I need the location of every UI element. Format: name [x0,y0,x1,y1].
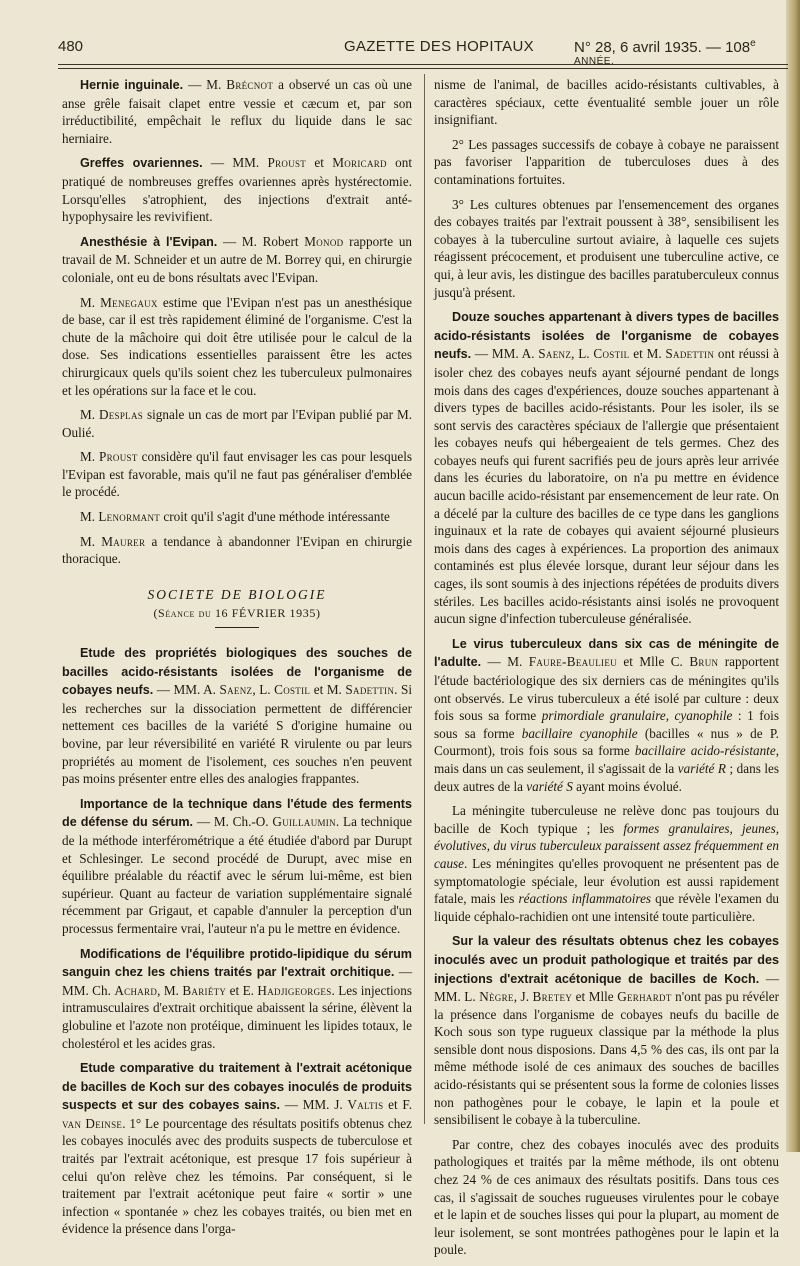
article-title: Importance de la technique dans l'étude des ferments de défense du sérum. [62,796,412,830]
paragraph-final: Par contre, chez des cobayes inoculés avec des produits pathologiques et traités par la même méthode, ils ont obtenu chez 24 % de ces animaux des résultats positifs. Dans tous ces cas, il s'agissait de souches rugueuses virulentes pour le cobaye et le lapin et de souches lisses qui pour la plupart, au moment de leur isolement, se sont montrées pathogènes pour le lapin et la poule. [434,1136,779,1258]
author: Lenormant [98,509,161,525]
discussion-desplas: M. Desplas signale un cas de mort par l'Evipan publié par M. Oulié. [62,407,412,440]
section-rule [215,627,259,628]
discussion-lenormant: M. Lenormant croit qu'il s'agit d'une méthode intéressante [80,509,390,525]
author: van Deinse [62,1115,123,1131]
author: Achard [114,982,158,998]
author: Gerhardt [617,989,672,1005]
article-evipan: Anesthésie à l'Evipan. — M. Robert Monod rapporte un travail de M. Schneider et un autre de M. Borrey qui, en chirurgie coloniale, ont eu de bons résultats avec l'Evipan. [62,233,413,285]
author: Desplas [98,407,144,423]
continued-paragraph: nisme de l'animal, de bacilles acido-résistants cultivables, à caractères spéciaux, cette éventualité semble jouer un rôle insignifiant. [434,77,779,128]
author: Bretey [532,989,573,1005]
running-header [58,38,788,67]
author: Faure-Beaulieu [528,654,617,670]
article-title: Greffes ovariennes. [80,156,203,171]
author: Sadettin [345,682,395,698]
article-ferments: Importance de la technique dans l'étude des ferments de défense du sérum. — M. Ch.-O. Guillaumin. La technique de la méthode interférométrique a été étudiée d'abord par Durupt et Schlesinger. Le second procédé de Durupt, avec mise en équilibre préalable du réactif avec le sérum lui-même, est bien supérieur. Quant au facteur de variation supplémentaire signalé récemment par Grigaut, et capable d'annuler la perception d'un processus fermentaire vrai, l'auteur n'a pu le mettre en évidence. [62,796,412,936]
article-title: Etude des propriétés biologiques des souches de bacilles acido-résistants isolées de l'organisme de cobayes neufs. [62,646,412,698]
issue-suffix: e ANNÉE. [574,38,757,67]
article-souches: Etude des propriétés biologiques des souches de bacilles acido-résistants isolées de l'organisme de cobayes neufs. — MM. A. Saenz, L. Costil et M. Sadettin. Si les recherches sur la dissociation permettent de différencier nettement ces bacilles de la variété S d'origine humaine ou bovine, par leur réversibilité en variété R virulente ou par leurs propriétés au moment de l'isolement, ces souches n'en peuvent pas moins présenter entre elles des analogies frappantes. [62,646,412,787]
journal-name: GAZETTE DES HOPITAUX [344,38,534,55]
author: Saenz [219,682,253,698]
author: Brécnot [226,77,274,92]
author: Costil [274,682,311,698]
session-date: (Séance du 16 FÉVRIER 1935) [153,606,321,621]
article-extrait: Etude comparative du traitement à l'extrait acétonique de bacilles de Koch sur des cobayes inoculés de produits suspects et sur des cobayes sains. — MM. J. Valtis et F. van Deinse. 1° Le pourcentage des résultats positifs obtenus chez les cobayes inoculés avec des produits suspects de tuberculose et traités par l'extrait acétonique, est presque 17 fois supérieur à celui qu'on relève chez les témoins. Par conséquent, si le traitement par l'extrait acétonique peut faire « sortir » une infection « spontanée » chez les cobayes traités, ou bien met en évidence la présence dans l'orga- [62,1061,412,1237]
author: Brun [689,654,719,670]
section-title: SOCIETE DE BIOLOGIE [147,586,327,602]
author: Moricard [332,155,387,171]
article-equilibre: Modifications de l'équilibre protido-lipidique du sérum sanguin chez les chiens traités par l'extrait orchitique. — MM. Ch. Achard, M. Bariéty et E. Hadjigeorges. Les injections intramusculaires d'extrait orchitique abaissent la sérine, élèvent la globuline et l'azote non protéique, diminuent les lipides totaux, le cholestérol et les acides gras. [62,946,413,1051]
article-hernie: Hernie inguinale. — M. Brécnot a observé un cas où une anse grêle faisait clapet entre vessie et cæcum et, par son irréductibilité, empêchait le reflux du liquide dans le sac herniaire. [62,77,412,146]
page-number: 480 [58,38,84,55]
article-title: Anesthésie à l'Evipan. [80,234,218,249]
header-rule-thin [58,68,788,69]
article-title: Hernie inguinale. [80,78,184,92]
article-title: Etude comparative du traitement à l'extrait acétonique de bacilles de Koch sur des cobayes inoculés de produits suspects et sur des cobayes sains. [62,1061,412,1113]
author: Guillaumin [272,814,336,830]
author: Monod [304,233,344,249]
article-title: Sur la valeur des résultats obtenus chez les cobayes inoculés avec un produit pathologique et traités par des injections d'extrait acétonique de bacilles de Koch. [434,934,779,986]
author: Hadjigeorges [257,982,332,998]
left-column [62,76,412,1245]
author: Maurer [101,533,146,549]
author: Bariéty [182,982,227,998]
discussion-maurer: M. Maurer a tendance à abandonner l'Evipan en chirurgie thoracique. [62,533,412,567]
paragraph-3: 3° Les cultures obtenues par l'ensemencement des organes des cobayes traités par l'extrait poussent à 38°, sensibilisent les cobayes à la tuberculine surtout aviaire, à laquelle ces sujets réagissent précocement, et produisent une tuberculine active, ce qui, à leur avis, les distingue des bacilles paratuberculeux connus jusqu'à présent. [434,196,779,300]
article-valeur-resultats: Sur la valeur des résultats obtenus chez les cobayes inoculés avec un produit pathologique et traités par des injections d'extrait acétonique de bacilles de Koch. — MM. L. Nègre, J. Bretey et Mlle Gerhardt n'ont pas pu révéler la présence dans l'organisme de cobayes neufs du bacille de Koch sous son type rugueux classique par la méthode la plus sensible dont nous disposions. Dans 4,5 % des cas, ils ont par la même méthode isolé de ces animaux des souches de bacilles acido-résistants qui se présentent sous la forme de colonies lisses non pathogènes pour le cobaye, le lapin et la poule et sensibilisent le cobaye à la tuberculine. [434,934,779,1128]
author: Menegaux [100,294,158,310]
header-rule [58,64,788,65]
issue-text: N° 28, 6 avril 1935. — 108 [574,39,751,56]
paragraph-2: 2° Les passages successifs de cobaye à cobaye ne paraissent pas favoriser l'apparition de tuberculoses dues à des contaminations fortuites. [434,136,779,187]
column-divider [424,74,425,1124]
article-douze-souches: Douze souches appartenant à divers types de bacilles acido-résistants isolées de l'organisme de cobayes neufs. — MM. A. Saenz, L. Costil et M. Sadettin ont réussi à isoler chez des cobayes neufs ayant séjourné pendant de longs mois dans des cages d'expériences, douze souches appartenant à divers types de bacilles acido-résistants. Pour les isoler, ils se sont servis des caractères spéciaux de l'allergie que présentaient les cobayes neufs qui hébergeaient de tels germes. Chez des cobayes neufs qui furent sacrifiés peu de jours après leur arrivée dans les écuries du laboratoire, on n'a pu mettre en évidence aucun bacille acido-résistant par ensemencement de leur rate. On a décelé par la culture des bacilles de ce type dans les ganglions inguinaux et la rate de cobayes qui avaient séjourné plusieurs mois dans des cages à expériences. La proportion des animaux contaminés est plus élevée lorsque, durant leur séjour dans les cages, ils sont soumis à des injections répétées de produits divers stériles. Les bacilles acido-résistants ainsi isolés ne provoquent aucun signe d'infection tuberculeuse généralisée. [434,310,779,627]
author: Sadettin [665,346,715,362]
author: Nègre [479,989,514,1005]
author: Costil [593,346,630,362]
right-column [434,76,779,1266]
article-title: Modifications de l'équilibre protido-lipidique du sérum sanguin chez les chiens traités par l'extrait orchitique. [62,946,412,980]
discussion-menegaux: M. Menegaux estime que l'Evipan n'est pas un anesthésique de base, car il est très rapidement éliminé de l'organisme. C'est la chute de la mâchoire qui doit être utilisée pour le calcul de la dose. Ses indications essentielles paraissent être les actes chirurgicaux quels qu'ils soient chez les tuberculeux pulmonaires et les opérations sur la face et le cou. [62,294,413,398]
article-title: Douze souches appartenant à divers types de bacilles acido-résistants isolées de l'organisme de cobayes neufs. [434,310,779,362]
article-meningite: Le virus tuberculeux dans six cas de méningite de l'adulte. — M. Faure-Beaulieu et Mlle C. Brun rapportent l'étude bactériologique des six derniers cas de méningites qu'ils ont observés. Le virus tuberculeux a été isolé par culture : deux fois sous sa forme primordiale granulaire, cyanophile : 1 fois sous sa forme bacillaire cyanophile (bacilles « nus » de P. Courmont), trois fois sous sa forme bacillaire acido-résistante, mais dans un cas seulement, il s'agissait de la variété R ; dans les deux autres de la variété S ayant moins évolué. [434,636,780,794]
author: Valtis [347,1097,384,1113]
author: Proust [99,449,138,465]
page-edge [786,0,800,1152]
author: Proust [267,155,307,171]
paragraph-meningite-conclusion: La méningite tuberculeuse ne relève donc pas toujours du bacille de Koch typique ; les formes granulaires, jeunes, évolutives, du virus tuberculeux paraissent assez fréquemment en cause. Les méningites qu'elles provoquent ne présentent pas de symptomatologie spéciale, leur évolution est aussi rapidement fatale, mais les réactions inflammatoires que révèle l'examen du liquide céphalo-rachidien ont une intensité toute particulière. [434,803,780,924]
article-greffes: Greffes ovariennes. — MM. Proust et Moricard ont pratiqué de nombreuses greffes ovariennes après hystérectomie. Lorsqu'elles s'atrophient, des injections d'extrait anté-hypophysaire les revivifient. [62,155,413,225]
author: Saenz [538,346,572,362]
article-title: Le virus tuberculeux dans six cas de méningite de l'adulte. [434,636,779,670]
discussion-proust: M. Proust considère qu'il faut envisager les cas pour lesquels l'Evipan est favorable, mais qu'il ne faut pas généraliser d'emblée le procédé. [62,449,412,500]
